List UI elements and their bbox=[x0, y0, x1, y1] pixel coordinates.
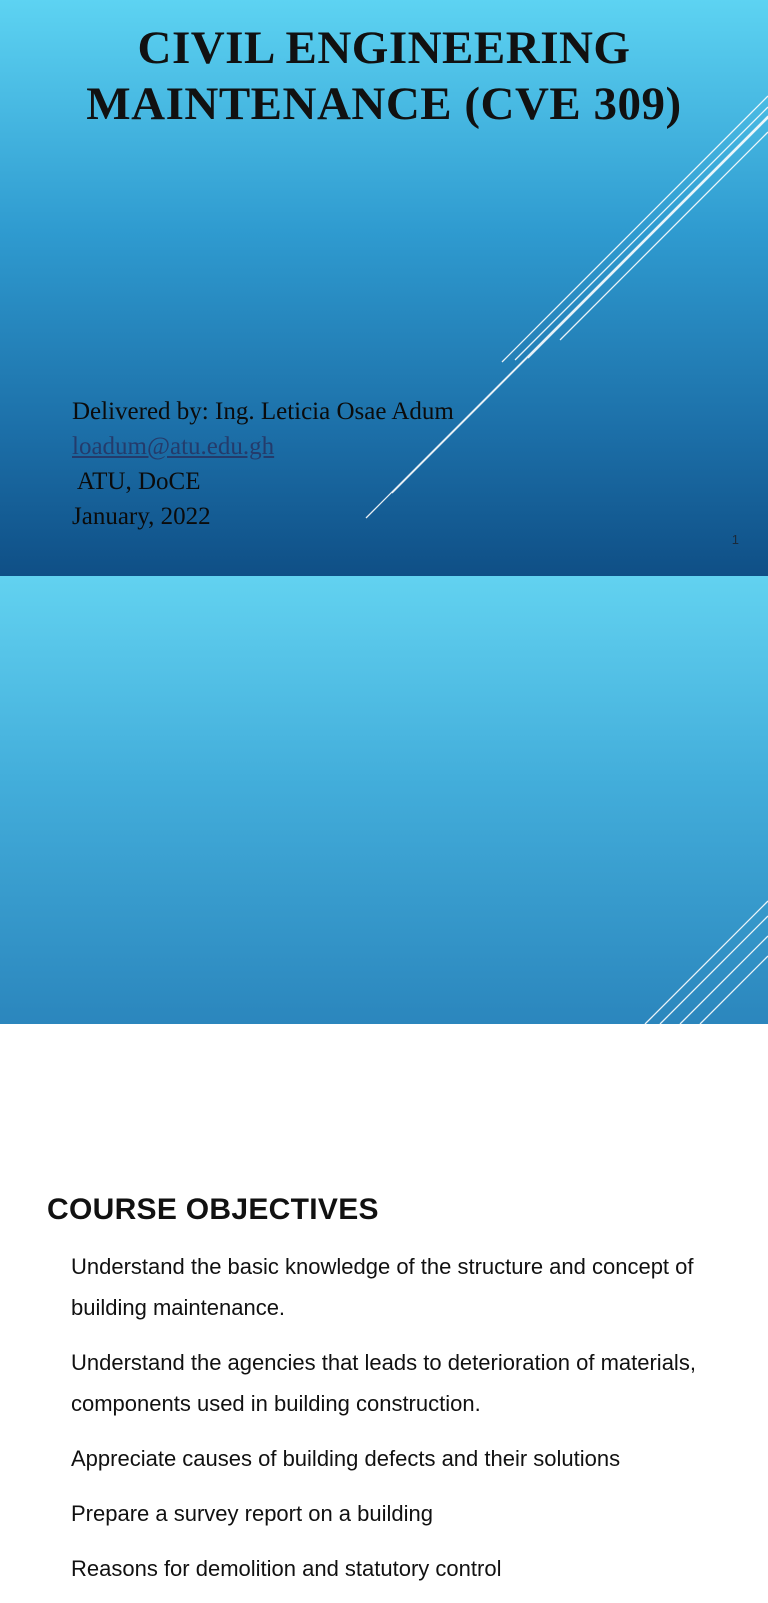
bullet-arrow-icon bbox=[50, 1563, 59, 1575]
list-item-text: Prepare a survey report on a building bbox=[71, 1501, 433, 1526]
bullet-arrow-icon bbox=[50, 1453, 59, 1465]
list-item bbox=[48, 1548, 738, 1589]
delivered-by-text: Delivered by: Ing. Leticia Osae Adum bbox=[72, 398, 454, 425]
decorative-lines bbox=[0, 576, 768, 1024]
objectives-slide bbox=[0, 576, 768, 1581]
list-item bbox=[48, 1493, 738, 1534]
list-item bbox=[48, 1246, 738, 1328]
page-number: 1 bbox=[731, 532, 739, 547]
list-item-text: Appreciate causes of building defects and their solutions bbox=[71, 1446, 621, 1471]
list-item bbox=[48, 1342, 738, 1424]
objectives-list bbox=[48, 1246, 738, 1603]
title-line-2: MAINTENANCE (CVE 309) bbox=[86, 78, 682, 130]
slide-title bbox=[0, 20, 768, 132]
bullet-arrow-icon bbox=[50, 1508, 59, 1520]
title-line-1: CIVIL ENGINEERING bbox=[137, 22, 631, 74]
title-slide bbox=[0, 0, 768, 576]
institution-text: ATU, DoCE bbox=[72, 468, 201, 495]
section-heading: COURSE OBJECTIVES bbox=[47, 1193, 379, 1226]
email-link[interactable]: loadum@atu.edu.gh bbox=[72, 433, 275, 460]
list-item bbox=[48, 1438, 738, 1479]
date-text: January, 2022 bbox=[72, 503, 211, 530]
bullet-arrow-icon bbox=[50, 1357, 59, 1369]
presenter-info bbox=[72, 394, 454, 534]
list-item-text: Reasons for demolition and statutory control bbox=[71, 1556, 502, 1581]
bullet-arrow-icon bbox=[50, 1261, 59, 1273]
list-item-text: Understand the basic knowledge of the structure and concept of building maintenance. bbox=[71, 1254, 694, 1320]
list-item-text: Understand the agencies that leads to deterioration of materials, components used in building construction. bbox=[71, 1350, 696, 1416]
